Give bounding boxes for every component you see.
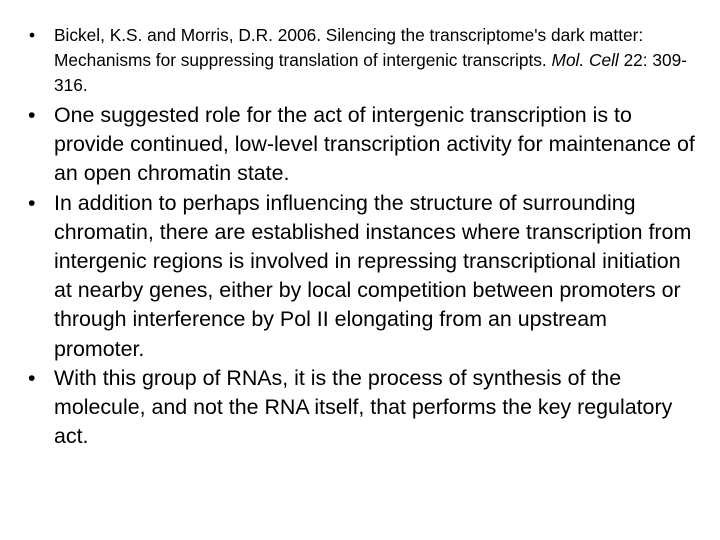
bullet-text: With this group of RNAs, it is the process of synthesis of the molecule, and not the RNA itself, that performs the key regulatory act. — [54, 365, 673, 449]
bullet-dot: • — [28, 190, 36, 215]
bullet-text: In addition to perhaps influencing the structure of surrounding chromatin, there are established instances where transcription from intergenic regions is involved in repressing transcriptional initiation at nearby genes, either by local competition between promoters or through interference by Pol II elongating from an upstream promoter. — [54, 190, 692, 361]
citation-volume-pages: 22: 309-316. — [54, 50, 687, 95]
bullet-text: One suggested role for the act of intergenic transcription is to provide continued, low-level transcription activity for maintenance of an open chromatin state. — [54, 103, 695, 186]
bullet-dot: • — [29, 25, 36, 45]
bullet-item — [0, 189, 700, 364]
citation-journal: Mol. Cell — [551, 50, 619, 70]
bullet-dot: • — [28, 365, 36, 390]
bullet-list — [0, 101, 700, 451]
bullet-item — [0, 364, 700, 452]
citation-item — [0, 23, 690, 98]
citation-authors-title: Bickel, K.S. and Morris, D.R. 2006. Silencing the transcriptome's dark matter: Mechanisms for suppressing translation of intergenic transcripts. — [54, 25, 644, 70]
bullet-dot: • — [28, 103, 36, 127]
citation-block — [0, 23, 690, 98]
bullet-item — [0, 101, 700, 189]
